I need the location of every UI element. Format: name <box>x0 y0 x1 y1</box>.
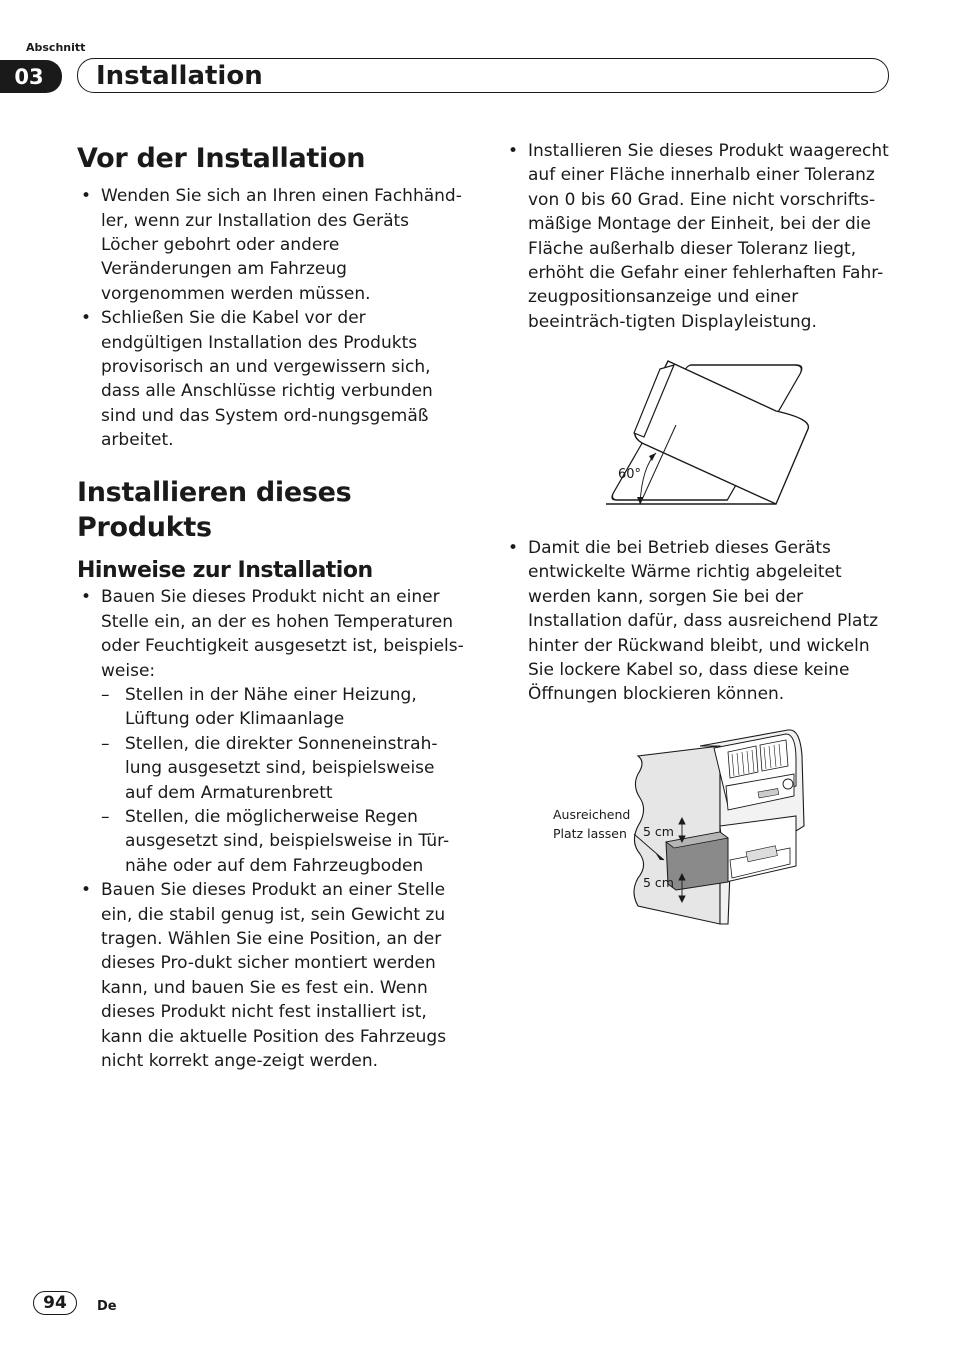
list-item: • Schließen Sie die Kabel vor der endgültigen Installation des Produkts provisorisch an und vergewissern sich, dass alle Anschlüsse richtig verbunden sind und das System ord-nungsgemäß arbeitet. <box>77 306 467 452</box>
page-title: Installation <box>96 61 263 91</box>
right-column <box>504 139 894 334</box>
right-column-lower <box>504 536 894 707</box>
subheading-hinweise: Hinweise zur Installation <box>77 557 373 583</box>
list-vor-der-installation <box>77 184 467 452</box>
list-item: • Bauen Sie dieses Produkt an einer Stelle ein, die stabil genug ist, sein Gewicht zu tragen. Wählen Sie eine Position, an der dieses Pro-dukt sicher montiert werden kann, und bauen Sie es fest ein. Wenn dieses Produkt nicht fest installiert ist, kann die aktuelle Position des Fahrzeugs nicht korrekt ange-zeigt werden. <box>77 878 467 1073</box>
section-label: Abschnitt <box>26 41 86 54</box>
tilt-angle-illustration <box>600 355 820 510</box>
distance-top-label: 5 cm <box>643 824 674 839</box>
list-item-text: Bauen Sie dieses Produkt nicht an einer Stelle ein, an der es hohen Temperaturen oder Feuchtigkeit ausgesetzt ist, beispiels-weise: <box>101 587 464 681</box>
heading-installieren-dieses-produkts: Installieren dieses Produkts <box>77 476 352 543</box>
clearance-illustration <box>550 726 820 931</box>
list-item: • Damit die bei Betrieb dieses Geräts entwickelte Wärme richtig abgeleitet werden kann, sorgen Sie bei der Installation dafür, dass ausreichend Platz hinter der Rückwand bleibt, und wickeln Sie lockere Kabel so, dass diese keine Öffnungen blockieren können. <box>504 536 894 707</box>
clearance-label-line2: Platz lassen <box>553 826 627 841</box>
language-code: De <box>97 1299 117 1314</box>
list-item: • Installieren Sie dieses Produkt waagerecht auf einer Fläche innerhalb einer Toleranz von 0 bis 60 Grad. Eine nicht vorschrifts-mäßige Montage der Einheit, bei der die Fläche außerhalb dieser Toleranz liegt, erhöht die Gefahr einer fehlerhaften Fahr-zeugpositionsanzeige und einer beeinträch-tigten Displayleistung. <box>504 139 894 334</box>
list-right-1 <box>504 139 894 334</box>
list-right-2 <box>504 536 894 707</box>
list-hinweise <box>77 585 467 1073</box>
section-number-tab: 03 <box>0 60 62 93</box>
left-column <box>77 141 467 1073</box>
heading-vor-der-installation: Vor der Installation <box>77 143 366 174</box>
clearance-label-line1: Ausreichend <box>553 807 631 822</box>
list-item: • Wenden Sie sich an Ihren einen Fachhänd-ler, wenn zur Installation des Geräts Löcher gebohrt oder andere Veränderungen am Fahrzeug vorgenommen werden müssen. <box>77 184 467 306</box>
sub-list-item: – Stellen in der Nähe einer Heizung, Lüftung oder Klimaanlage <box>101 683 467 732</box>
list-item <box>77 585 467 878</box>
distance-bottom-label: 5 cm <box>643 875 674 890</box>
page-number: 94 <box>33 1291 77 1315</box>
angle-label: 60° <box>618 467 642 482</box>
sub-list-item: – Stellen, die möglicherweise Regen ausgesetzt sind, beispielsweise in Tür-nähe oder auf dem Fahrzeugboden <box>101 805 467 878</box>
sub-list <box>101 683 467 878</box>
sub-list-item: – Stellen, die direkter Sonneneinstrah-lung ausgesetzt sind, beispielsweise auf dem Armaturenbrett <box>101 732 467 805</box>
